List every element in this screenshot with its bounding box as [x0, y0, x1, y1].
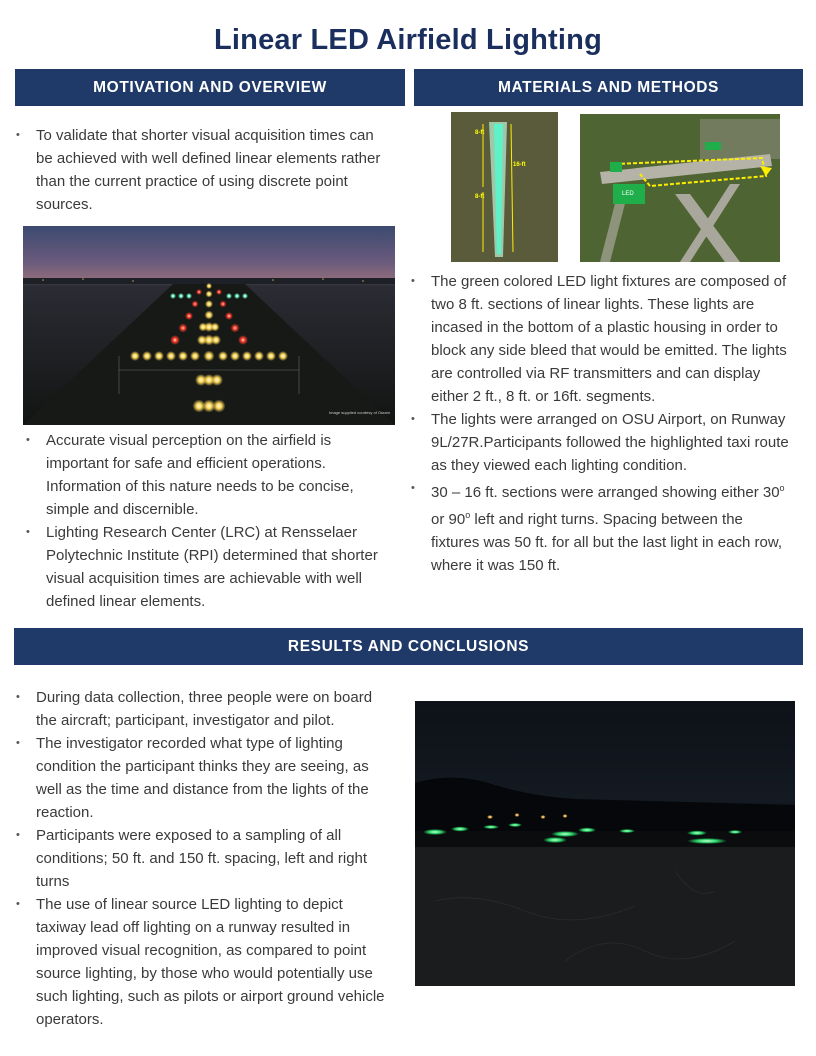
list-item: • During data collection, three people were on board the aircraft; participant, investigator and pilot.	[14, 686, 397, 732]
image-credit: Image supplied courtesy of Osram	[329, 410, 390, 415]
section-header-materials	[414, 69, 803, 106]
led-fixture-image	[451, 112, 558, 262]
night-led-test-photo	[415, 701, 795, 986]
motivation-intro	[14, 124, 390, 216]
list-item: • Participants were exposed to a sampling of all conditions; 50 ft. and 150 ft. spacing, left and right turns	[14, 824, 397, 893]
taxi-route-map-image	[580, 114, 780, 262]
fixture-label-middle: 16-ft	[513, 162, 526, 168]
fixture-label-bottom: 8-ft	[475, 194, 485, 200]
degree-mark: o	[779, 483, 785, 493]
runway-approach-lights-image	[23, 226, 395, 425]
taxi-route-map	[580, 114, 780, 262]
section-header-label: MATERIALS AND METHODS	[498, 78, 719, 96]
section-header-motivation	[15, 69, 405, 106]
list-item: • The use of linear source LED lighting to depict taxiway lead off lighting on a runway resulted in improved visual recognition, as compared to point source lighting, by those who would potentially use such lighting, such as pilots or airport ground vehicle operators.	[14, 893, 397, 1031]
map-led-label: LED	[622, 191, 634, 197]
materials-bullets	[409, 270, 795, 577]
list-item: • The investigator recorded what type of lighting condition the participant thinks they are seeing, as well as the time and distance from the lights of the reaction.	[14, 732, 397, 824]
list-item: • The green colored LED light fixtures are composed of two 8 ft. sections of linear lights. These lights are incased in the bottom of a plastic housing in order to block any side bleed that would be emitted. The lights are controlled via RF transmitters and can display either 2 ft., 8 ft. or 16ft. segments.	[409, 270, 795, 408]
list-item: • Accurate visual perception on the airfield is important for safe and efficient operations. Information of this nature needs to be concise, simple and discernible.	[24, 429, 394, 521]
section-header-label: RESULTS AND CONCLUSIONS	[287, 637, 530, 655]
results-bullets	[14, 686, 397, 1031]
section-header-label: MOTIVATION AND OVERVIEW	[93, 78, 327, 96]
motivation-bullets	[24, 429, 394, 613]
night-led-test-image	[415, 701, 795, 986]
list-item: • To validate that shorter visual acquisition times can be achieved with well defined linear elements rather than the current practice of using discrete point sources.	[14, 124, 390, 216]
page-title: Linear LED Airfield Lighting	[214, 24, 602, 56]
led-fixture-photo	[451, 112, 558, 262]
list-item: • The lights were arranged on OSU Airport, on Runway 9L/27R.Participants followed the highlighted taxi route as they viewed each lighting condition.	[409, 408, 795, 477]
runway-approach-lights-photo	[23, 226, 395, 425]
list-item: • Lighting Research Center (LRC) at Rensselaer Polytechnic Institute (RPI) determined that shorter visual acquisition times are achievable with well defined linear elements.	[24, 521, 394, 613]
bullet3-pre: 30 – 16 ft. sections were arranged showing either 30	[431, 484, 780, 501]
fixture-label-top: 8-ft	[475, 130, 485, 136]
list-item	[409, 477, 795, 577]
section-header-results	[14, 628, 803, 665]
bullet3-post: left and right turns. Spacing between the fixtures was 50 ft. for all but the last light in each row, where it was 150 ft.	[431, 511, 783, 574]
degree-mark: o	[465, 510, 471, 520]
bullet3-mid: or 90	[431, 511, 466, 528]
